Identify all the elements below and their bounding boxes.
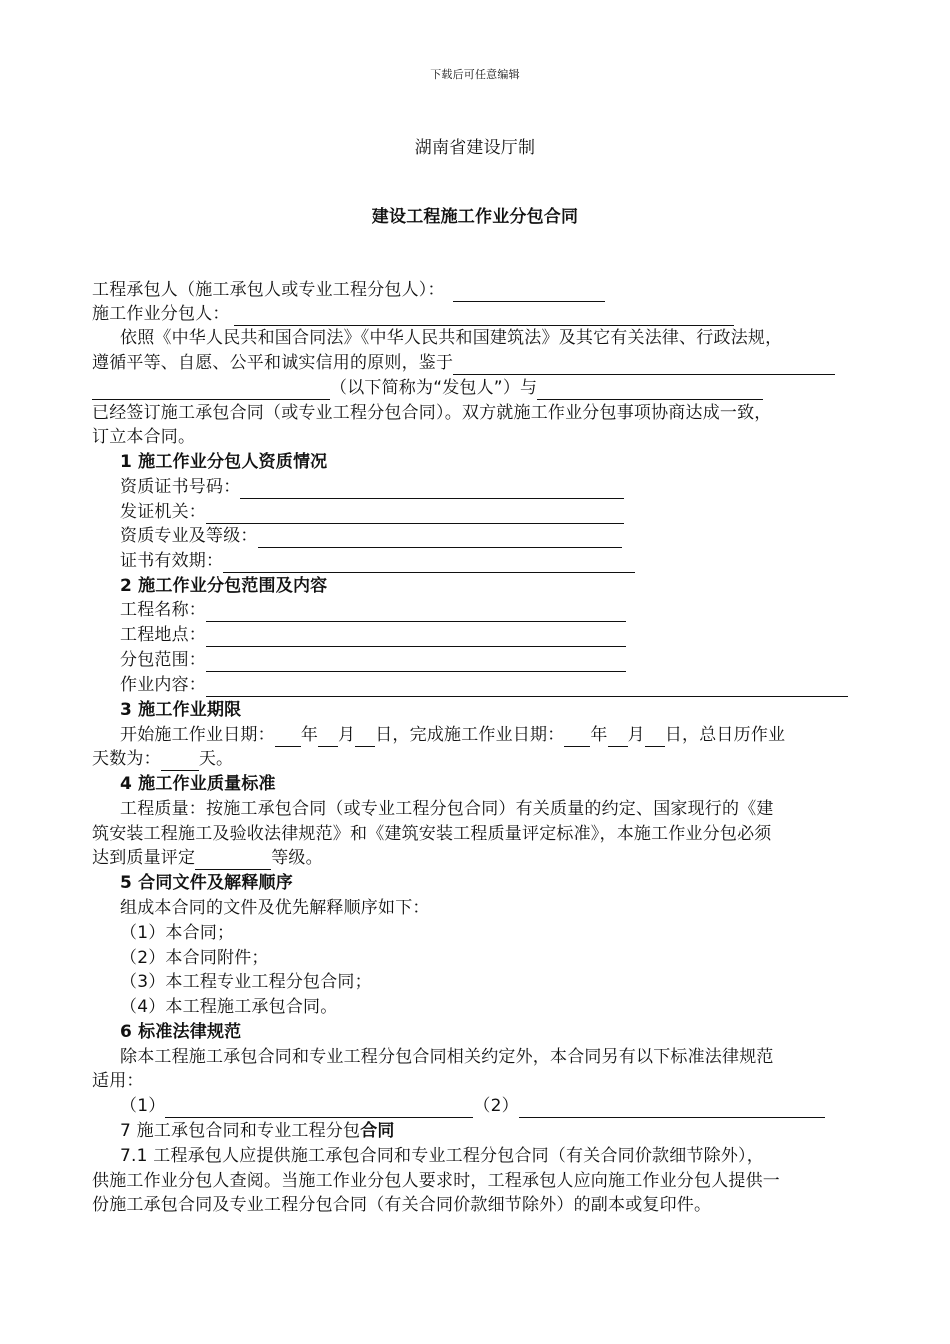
doc-order-item: （2）本合同附件； (120, 948, 269, 968)
finish-year-blank[interactable] (564, 728, 590, 747)
work-content-line (120, 673, 848, 697)
quality-grade-blank[interactable] (195, 851, 271, 870)
start-year-blank[interactable] (275, 728, 301, 747)
section-7-heading (120, 1119, 395, 1143)
project-location-label: 工程地点： (120, 625, 206, 645)
project-name-label: 工程名称： (120, 600, 206, 620)
work-content-blank[interactable] (206, 678, 848, 697)
specialty-blank[interactable] (258, 529, 622, 548)
cert-no-line (120, 475, 624, 499)
scope-line (120, 648, 626, 672)
quality-line-2: 筑安装工程施工及验收法律规范》和《建筑安装工程质量评定标准》，本施工作业分包必须 (92, 824, 772, 844)
contractor-ref-blank[interactable] (537, 381, 763, 400)
cert-no-label: 资质证书号码： (120, 477, 241, 497)
issuer-authority-blank[interactable] (206, 505, 624, 524)
total-days-label: 天数为： (92, 749, 161, 769)
standard-item-2-blank[interactable] (519, 1099, 825, 1118)
subcontractor-line (92, 302, 734, 326)
section-7-heading-bold: 合同 (360, 1121, 395, 1141)
doc-order-item: （4）本工程施工承包合同。 (120, 997, 338, 1017)
section-5-heading: 5 合同文件及解释顺序 (120, 873, 293, 893)
doc-order-item: （3）本工程专业工程分包合同； (120, 972, 372, 992)
start-day-blank[interactable] (355, 728, 375, 747)
scope-blank[interactable] (206, 653, 626, 672)
clause-7-1-line-1: 7.1 工程承包人应提供施工承包合同和专业工程分包合同（有关合同价款细节除外）， (120, 1146, 764, 1166)
doc-order-item: （1）本合同； (120, 923, 235, 943)
standard-item-1-blank[interactable] (165, 1099, 473, 1118)
period-line (120, 723, 785, 747)
intro-line-1: 依照《中华人民共和国合同法》《中华人民共和国建筑法》及其它有关法律、行政法规， (120, 328, 783, 348)
scope-label: 分包范围： (120, 650, 206, 670)
section-1-heading: 1 施工作业分包人资质情况 (120, 452, 328, 472)
quality-line-1: 工程质量：按施工承包合同（或专业工程分包合同）有关质量的约定、国家现行的《建 (120, 799, 774, 819)
finish-month-blank[interactable] (608, 728, 628, 747)
finish-year-label: 年 (590, 725, 608, 745)
issuer-authority-line (120, 500, 624, 524)
total-days-line (92, 747, 233, 771)
project-name-line (120, 598, 626, 622)
standards-line-1: 除本工程施工承包合同和专业工程分包合同相关约定外，本合同另有以下标准法律规范 (120, 1047, 774, 1067)
employer-blank-cont[interactable] (92, 381, 330, 400)
finish-label: 日，完成施工作业日期： (375, 725, 565, 745)
total-days-blank[interactable] (161, 752, 199, 771)
section-3-heading: 3 施工作业期限 (120, 700, 242, 720)
standard-item-1-label: （1） (120, 1096, 166, 1116)
validity-label: 证书有效期： (120, 551, 224, 571)
clause-7-1-line-2: 供施工作业分包人查阅。当施工作业分包人要求时，工程承包人应向施工作业分包人提供一 (92, 1171, 780, 1191)
issuer-authority-label: 发证机关： (120, 502, 206, 522)
contract-title: 建设工程施工作业分包合同 (371, 207, 579, 227)
specialty-line (120, 524, 622, 548)
project-location-line (120, 623, 626, 647)
quality-suffix: 等级。 (271, 848, 323, 868)
start-label: 开始施工作业日期： (120, 725, 275, 745)
quality-line-3 (92, 846, 323, 870)
start-year-label: 年 (300, 725, 319, 745)
doc-order-intro: 组成本合同的文件及优先解释顺序如下： (120, 898, 430, 918)
intro-line-2 (92, 351, 835, 375)
work-content-label: 作业内容： (120, 675, 206, 695)
project-name-blank[interactable] (206, 603, 626, 622)
subcontractor-blank[interactable] (234, 307, 734, 326)
clause-7-1-line-3: 份施工承包合同及专业工程分包合同（有关合同价款细节除外）的副本或复印件。 (92, 1195, 712, 1215)
intro-line-2-text: 遵循平等、自愿、公平和诚实信用的原则，鉴于 (92, 353, 454, 373)
cert-no-blank[interactable] (240, 480, 624, 499)
subcontractor-label: 施工作业分包人： (92, 304, 230, 324)
section-7-heading-text: 7 施工承包合同和专业工程分包 (120, 1121, 361, 1141)
section-6-heading: 6 标准法律规范 (120, 1022, 242, 1042)
download-note: 下载后可任意编辑 (430, 68, 520, 81)
intro-line-5: 订立本合同。 (92, 427, 196, 447)
finish-day-blank[interactable] (645, 728, 665, 747)
standards-line-2: 适用： (92, 1071, 144, 1091)
issuer-line: 湖南省建设厅制 (414, 138, 536, 158)
intro-line-4: 已经签订施工承包合同（或专业工程分包合同）。双方就施工作业分包事项协商达成一致， (92, 403, 772, 423)
start-month-label: 月 (338, 725, 356, 745)
finish-month-label: 月 (627, 725, 645, 745)
specialty-label: 资质专业及等级： (120, 526, 258, 546)
intro-line-3-text: （以下简称为“发包人”）与 (330, 378, 538, 398)
standard-item-2-label: （2） (473, 1096, 519, 1116)
quality-prefix: 达到质量评定 (92, 848, 196, 868)
validity-blank[interactable] (223, 554, 635, 573)
section-4-heading: 4 施工作业质量标准 (120, 774, 276, 794)
contractor-line (92, 278, 605, 302)
intro-line-3 (92, 376, 763, 400)
contractor-blank[interactable] (453, 283, 605, 302)
total-days-suffix: 天。 (198, 749, 234, 769)
start-month-blank[interactable] (318, 728, 338, 747)
employer-blank[interactable] (453, 356, 835, 375)
validity-line (120, 549, 635, 573)
contractor-label: 工程承包人（施工承包人或专业工程分包人）： (92, 280, 445, 300)
total-tail-label: 日，总日历作业 (664, 725, 786, 745)
project-location-blank[interactable] (206, 628, 626, 647)
standards-items-line (120, 1094, 825, 1118)
section-2-heading: 2 施工作业分包范围及内容 (120, 576, 328, 596)
